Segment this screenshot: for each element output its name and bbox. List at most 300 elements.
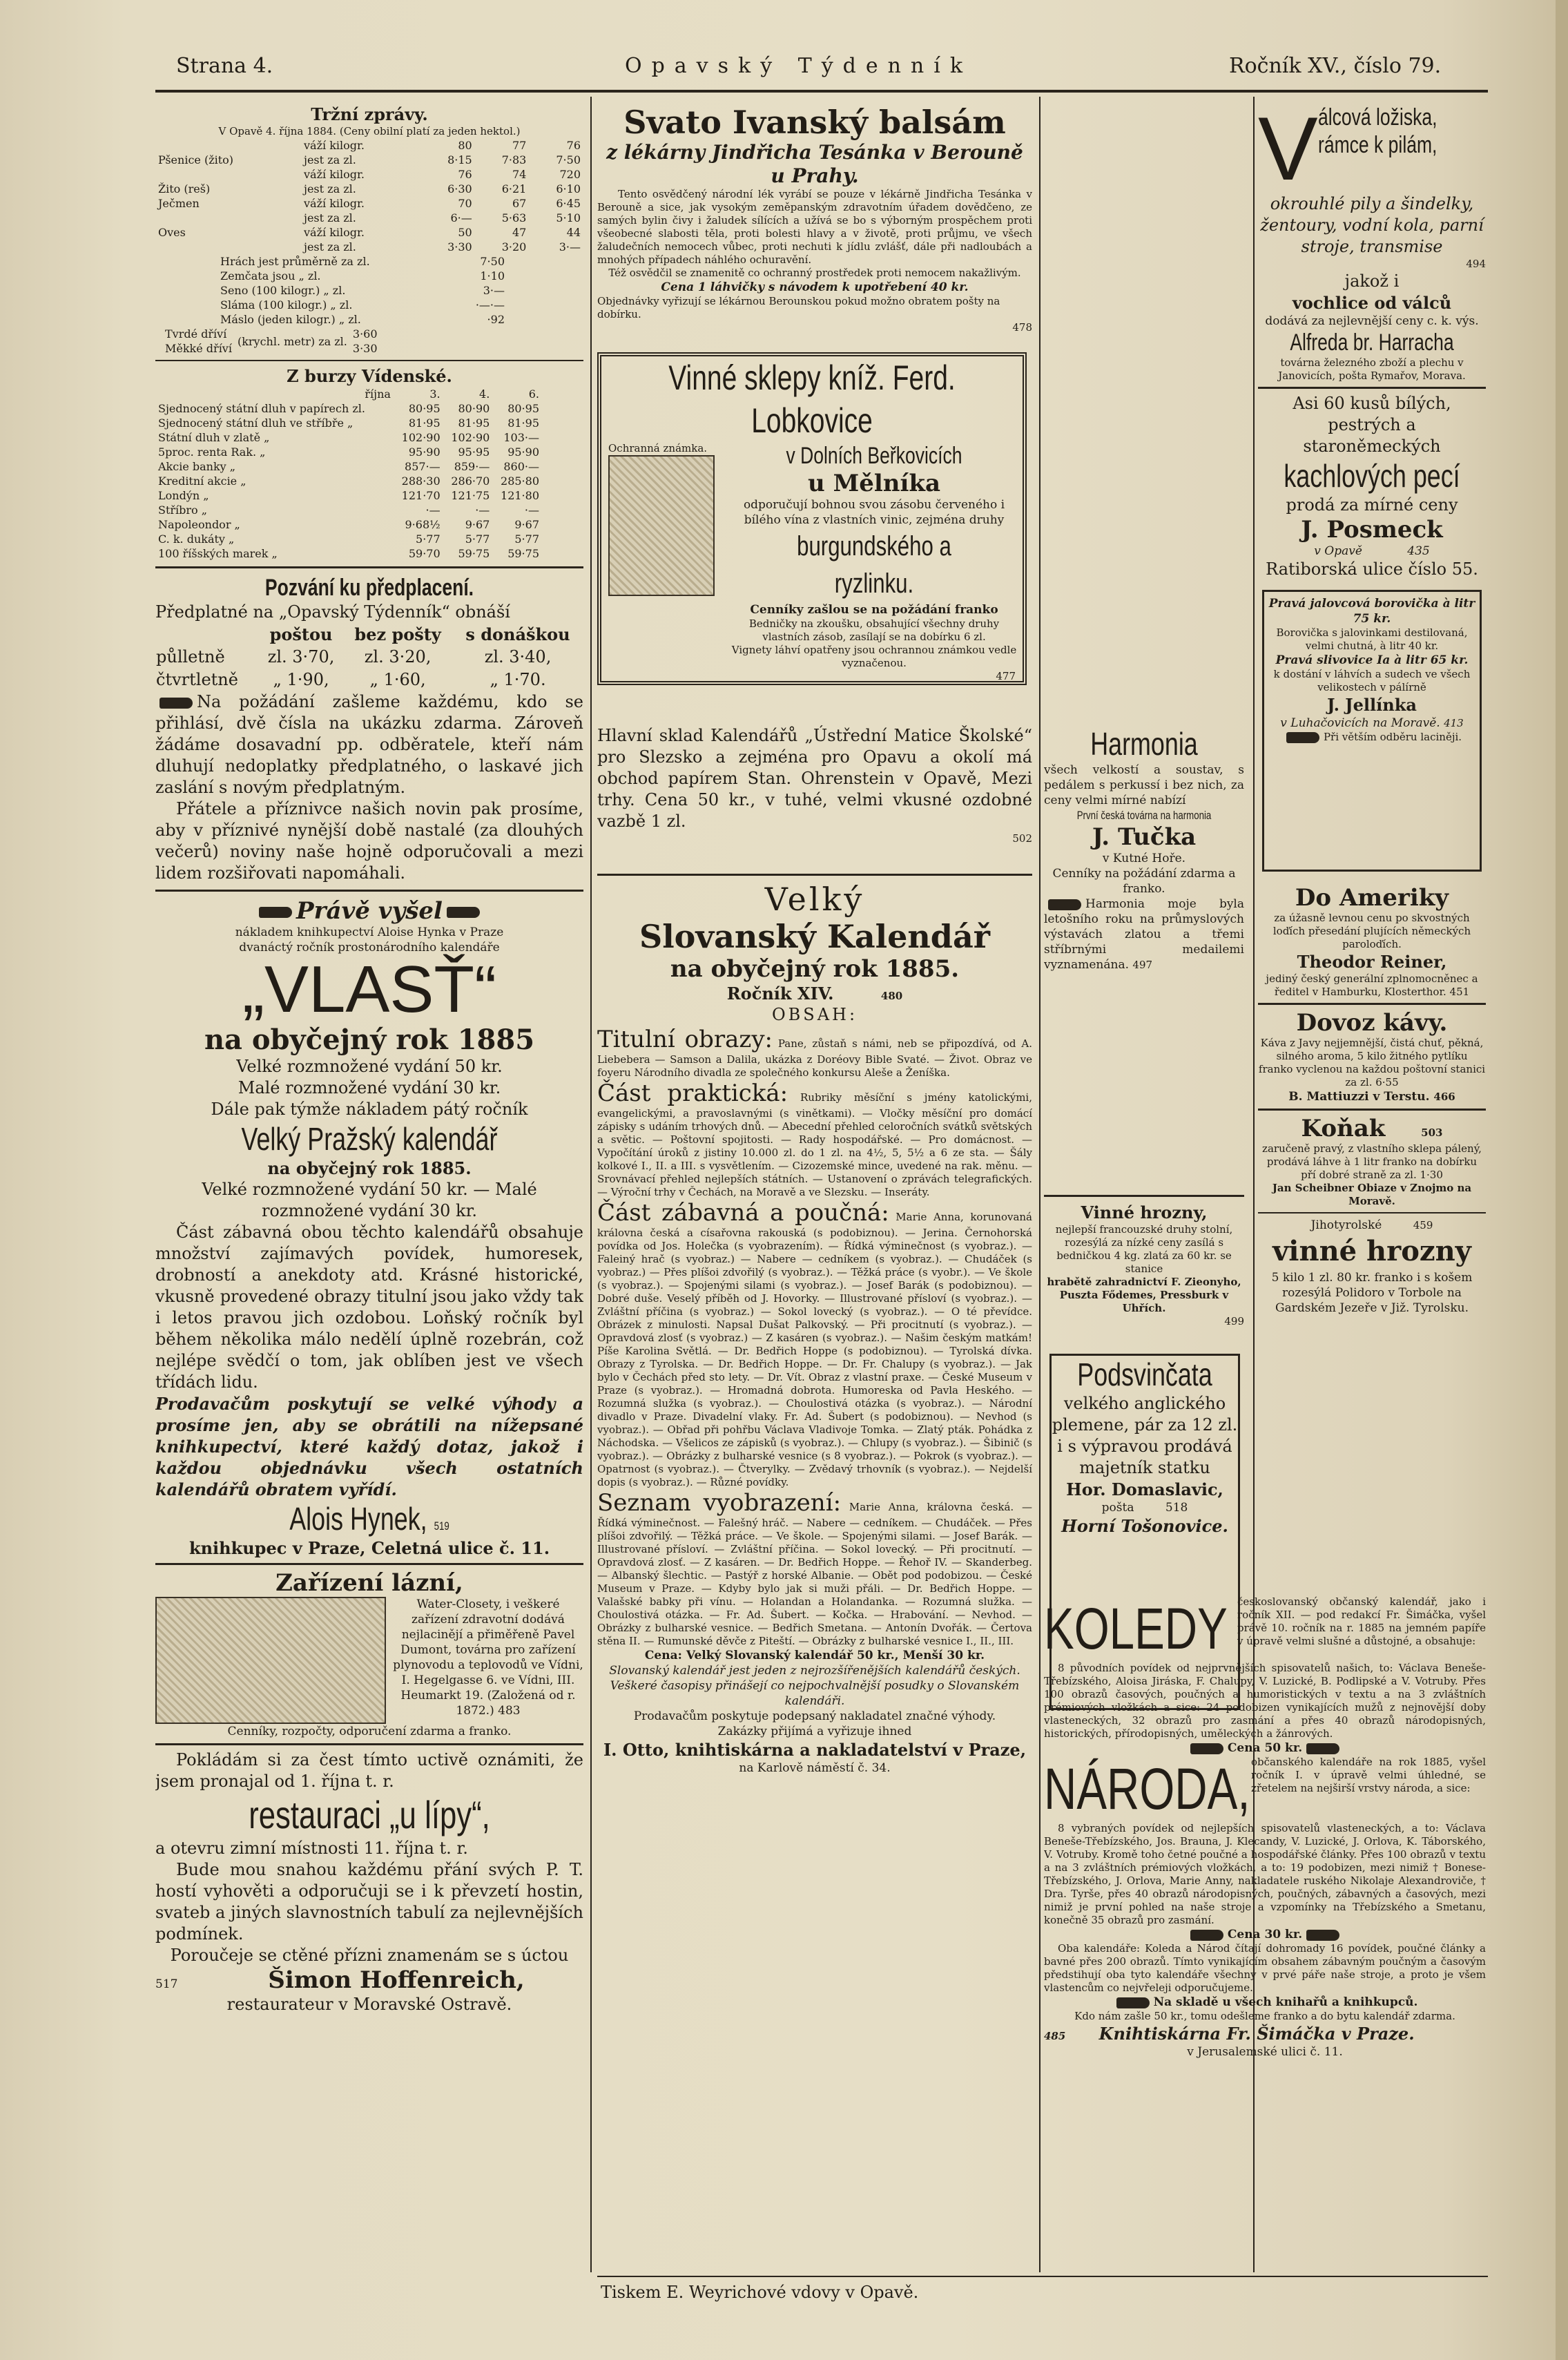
restaurant-signature: 517 Šimon Hoffenreich, [155,1966,525,1994]
market-cell: 74 [512,168,527,181]
restaurant-intro: Pokládám si za čest tímto uctivě oznámiti, že jsem pronajal od 1. října t. r. [155,1750,583,1791]
wood-soft-value: 3·30 [352,342,378,355]
bourse-row [155,445,542,459]
amerika-title: Do Ameriky [1295,884,1449,912]
vinne-hrozny-firm: hrabětě zahradnictví F. Zieonyho, Puszta Fődemes, Pressburk v Uhřích. [1047,1276,1241,1314]
slovansky-section-1: Titulní obrazy: Pane, zůstaň s námi, neb se připozdívá, od A. Liebebera — Samson a Dalila, ukázka z Doréovy Bible Svaté. — Život. Obraz ve foyeru Národního divadla ze společného konkursu Aleše a Ženíška. [597,1026,1032,1079]
bourse-title: Z burzy Vídenské. [287,366,452,386]
bourse-label: Stříbro „ [158,503,208,517]
ad-number: 413 [1444,717,1464,729]
ad-number: 478 [1012,321,1032,334]
balsam-warn: Též osvědčil se znamenitě co ochranný prostředek proti nemocem nakažlivým. [608,267,1021,279]
market-cell: 720 [559,168,581,181]
ad-number: 502 [1012,832,1032,845]
market-cell: Ječmen [158,197,200,210]
pointing-hand-icon [1286,732,1319,743]
column-2 [597,104,1032,2265]
jellinek-text: k dostání v láhvích a sudech ve všech velikostech v pálírně [1273,668,1471,693]
market-cell: váží kilogr. [304,226,365,239]
pointing-hand-icon [1116,1997,1150,2008]
bourse-row [155,430,542,445]
market-cell: 6·30 [447,182,472,195]
bourse-value: ·— [524,503,539,517]
bourse-table [155,387,542,561]
restaurant-text: Bude mou snahou každému přání svých P. T. hostí vyhověti a odporučuji se i k převzetí hostin, svateb a jiných slavnostních tabulí za nejlevnějších podmínek. [155,1860,583,1944]
vlast-calendar: Velký Pražský kalendář [241,1121,498,1157]
slovansky-price: Cena: Velký Slovanský kalendář 50 kr., Menší 30 kr. [644,1649,985,1662]
koledy-title: KOLEDY [1044,1596,1228,1661]
market-cell: 76 [566,139,581,152]
ad-number: 477 [996,670,1016,682]
slovansky-t4: Ročník XIV. 480 [726,984,903,1004]
market-row [155,153,583,167]
bearings-also-2: vochlice od válců [1292,293,1452,313]
ad-number: 518 [1165,1501,1188,1515]
divider [597,874,1032,876]
podsvincata-title: Podsvinčata [1077,1356,1212,1392]
balsam-text: Tento osvědčený národní lék vyrábí se pouze v lékárně Jindřicha Tesánka v Berouně a sice, jak vysokým zeměpanským zdravotním úřadem dovědčeno, ze samých bylin čivy i žaludek sílících a užívá se bo s výborným prospěchem proti všeobecné slabosti těla, proti bolesti hlavy a v životě, proti průjmu, ve všech žaludečních nemocech vůbec, proti nechuti k jídlu zvlášť, dále při nadloubách a mnohých případech náhlého ochuravění. [597,188,1032,266]
ad-number: 459 [1413,1219,1433,1231]
kamna-title: kachlových pecí [1284,458,1460,494]
harmonia-title: Harmonia [1090,726,1198,762]
bourse-label: 100 říšských marek „ [158,547,278,560]
market-cell: 47 [512,226,527,239]
pointing-hand-icon [1306,1930,1339,1941]
lobkovic-place: v Dolních Beřkovicích [786,443,962,469]
market-cell: váží kilogr. [304,168,365,181]
baths-text: Water-Closety, i veškeré zařízení zdravotní dodává nejlacinějí a přiměřeně Pavel Dumont, továrna pro zařízení plynovodu a teplovodů ve Vídni, I. Hegelgasse 6. ve Vídni, III. Heumarkt 19. (Založená od r. 1872.) 483 [393,1598,583,1718]
bourse-label: Sjednocený státní dluh v papírech zl. [158,402,365,415]
market-extra-row [217,283,507,298]
market-extra-row [217,254,507,269]
bourse-value: 860·— [503,460,539,473]
bearings-firm: Alfreda br. Harracha [1290,329,1454,356]
vlast-ad [155,897,583,1222]
jellinek-name: J. Jellínka [1327,695,1417,715]
kava-firm: B. Mattiuzzi v Terstu. 466 [1288,1090,1455,1104]
vlast-subtitle: na obyčejný rok 1885 [204,1024,535,1056]
pointing-hand-icon [259,907,292,918]
bourse-label: Londýn „ [158,489,209,502]
vlast-title: „VLASŤ“ [242,952,497,1026]
sub-col-head: s donáškou [465,624,570,644]
sub-col-head: poštou [269,624,333,644]
market-extra-row [217,298,507,312]
konak-text: zaručeně pravý, z vlastního sklepa pálený, prodává láhve à 1 litr franko na dobírku pří dobré straně za zl. 1·30 [1262,1142,1482,1181]
divider [155,1743,583,1745]
slovansky-ad [597,881,1032,1776]
market-extra-row [217,312,507,327]
footer-rule [597,2276,1488,2277]
jellinek-t3: Pravá slivovice Ia à litr 65 kr. [1275,653,1469,667]
slovansky-section-4: Seznam vyobrazení: Marie Anna, královna česká. — Řídká výminečnost. — Falešný hráč. — Nabere — cedníkem. — Chudáček. — Přes plíšoi zdvořilý. — Těžká práce. — Ve škole. — Spojenými silami. — Josef Barák. — Illustrované přísloví. — Zvláštní příčina. — Sokol lovecký. — Při procitnutí. — Opravdová zlosť. — Z kasáren. — Dr. Bedřich Hoppe. — Řehoř IV. — Skanderbeg. — Albanský šlechtic. — Pastýř z horské Albanie. — Obět pod podobizou. — České Museum v Praze. — Kdyby bylo jak si muži přáli. — Dr. Bedřich Hoppe. — Valašské babky při vínu. — Holandan a Holandanka. — Rozumná služka. — Choulostivá otázka. — Fr. Ad. Šubert. — Kočka. — Hrabování. — Nevhod. — Obrázky z bulharské vesnice. — Bedřich Smetana. — Antonín Dvořák. — Čertova stěna II. — Rumunské děvče z Piteští. — Obrázky z bulharské vesnice I., II., III. [597,1489,1032,1647]
market-cell: 1·10 [480,269,505,282]
sub-price: zl. 3·40, [484,647,552,666]
kava-title: Dovoz kávy. [1296,1009,1448,1037]
bourse-label: Státní dluh v zlatě „ [158,431,270,444]
bourse-value: 81·95 [408,416,441,430]
vlast-firm-address: knihkupec v Praze, Celetná ulice č. 11. [188,1538,550,1558]
market-row [155,211,583,225]
ad-number: 503 [1421,1126,1443,1139]
vinne-hrozny-title: Vinné hrozny, [1081,1202,1208,1222]
koledy-body: 8 původních povídek od nejprvnějších spisovatelů našich, to: Václava Beneše-Třebízského, Aloisa Jiráska, F. Chalupy, V. Luzické, B. Podlipské a V. Votruby. Přes 100 obrazů časových, poučných a humoristických v textu a na 3 zvláštních prémiových vložkách a sice: 24 podobizen vynikajících mužů z nejnovější doby vlasteneckých, 32 obrazů pro zasmání a přes 40 obrazů národopisných, historických, přírodopisných, uměleckých a žánrových. [1044,1662,1486,1740]
ad-number: 435 [1407,544,1430,558]
harmonia-ad [1044,725,1244,972]
kava-text: Káva z Javy nejjemnější, čistá chuť, pěkná, silného aroma, 5 kilo žitného pytlíku franko vyclenou na každou poštovní stanici za zl. 6·55 [1258,1037,1486,1088]
market-row [155,182,583,196]
balsam-title: Svato Ivanský balsám [623,104,1006,141]
market-cell: 3·— [483,284,505,297]
market-cell: 8·15 [447,153,472,166]
market-table [155,138,583,254]
balsam-order: Objednávky vyřizují se lékárnou Berounskou pokud možno obratem pošty na dobírku. [597,295,1000,320]
bourse-value: 5·77 [514,533,539,546]
bourse-row [155,532,542,546]
vlast-firm: Alois Hynek, 519 [289,1501,449,1537]
market-cell: 67 [512,197,527,210]
slovansky-p1: Slovanský kalendář jest jeden z nejrozšířenějších kalendářů českých. Veškeré časopisy přinášejí co nejpochvalnější posudky o Slovanském kalendáři. [609,1664,1020,1708]
page-number: Strana 4. [176,54,273,78]
podsvincata-text: velkého anglického plemene, pár za 12 zl. i s výpravou prodává majetník statku [1052,1394,1238,1477]
market-cell: Sláma (100 kilogr.) „ zl. [220,298,353,311]
wood-note: (krychl. metr) za zl. [237,334,347,348]
market-cell: jest za zl. [304,153,356,166]
balsam-price: Cena 1 láhvičky s návodem k upotřebení 40 kr. [661,280,969,294]
vlast-calendar-sub: na obyčejný rok 1885. [267,1158,472,1178]
market-cell: 3·20 [501,240,527,253]
market-cell: 7·83 [501,153,527,166]
market-cell: 6·21 [501,182,527,195]
market-cell: 77 [512,139,527,152]
konak-firm: Jan Scheibner Obiaze v Znojmo na Moravě. [1272,1182,1472,1207]
bourse-date: 3. [429,387,441,401]
market-row [155,167,583,182]
bourse-value: 5·77 [465,533,490,546]
column-1 [155,104,583,2300]
podsvincata-name: Hor. Domaslavic, [1066,1479,1223,1499]
bourse-value: 59·75 [458,547,490,560]
bourse-label: 5proc. renta Rak. „ [158,445,266,459]
subscription-text-2: Přátele a příznivce našich novin pak prosíme, aby v příznivé nynější době nastalé (za dlouhých večerů) noviny naše hojně odporučovali a mezi lidem rozšiřovati napomáhali. [155,799,583,883]
naroda-body: 8 vybraných povídek od nejlepších spisovatelů vlasteneckých, a to: Václava Beneše-Třebízského, Jos. Brauna, J. Klecandy, V. Luzické, J. Orlova, K. Táborského, V. Votruby. Kromě toho četné poučné a hospodářské články. Přes 100 obrazů v textu a na 3 zvláštních prémiových vložkách, a to: 19 podobizen, mezi nimiž † Bonese-Třebízského, J. Orlova, Marie Anny, nakladatele ruského Nikolaje Alexandroviče, † Dra. Tyrše, přes 40 obrazů národopisných, poučných, zábavných a časových, mezi nimiž je první pohled na naše stroje a vzpomínky na Třebízského a Smetanu, konečně 35 obrazů pro zasmání. [1044,1822,1486,1926]
divider [1258,1109,1486,1111]
kamna-name: J. Posmeck [1301,516,1443,544]
calendar-store-ad [597,725,1032,845]
header-rule [155,90,1488,93]
market-cell [155,138,301,153]
koledy-price: Cena 50 kr. [1044,1740,1486,1756]
lobkovic-kinds: burgundského a ryzlinku. [797,531,951,599]
baths-footer: Cenníky, rozpočty, odporučení zdarma a franko. [227,1725,512,1738]
wood-table [162,327,380,356]
vlast-also: Dále pak týmže nákladem pátý ročník [211,1100,528,1119]
naroda-title: NÁRODA, [1044,1756,1250,1821]
lobkovic-title: Vinné sklepy kníž. Ferd. Lobkovice [668,358,956,440]
lobkovic-ad [597,352,1027,685]
market-cell: jest za zl. [304,240,356,253]
sub-price: „ 1·70. [490,670,546,689]
bourse-label: C. k. dukáty „ [158,533,235,546]
vlast-publisher: nákladem knihkupectví Aloise Hynka v Praze [235,925,504,939]
market-cell: váží kilogr. [304,197,365,210]
slovansky-contents: OBSAH: [771,1005,858,1024]
market-cell: 7·50 [480,255,505,268]
sub-price: zl. 3·20, [364,647,432,666]
pointing-hand-icon [159,698,193,709]
ad-number: 483 [498,1704,521,1718]
subscription-title: Pozvání ku předplacení. [264,575,474,601]
jellinek-ad [1262,590,1482,872]
ad-number: 497 [1132,959,1153,971]
market-row [155,240,583,254]
market-extra-table [217,254,507,327]
market-cell: 6·— [450,211,472,224]
bourse-value: 59·70 [408,547,441,560]
subscription-intro: Předplatné na „Opavský Týdenník“ obnáší [155,602,510,622]
bourse-value: 9·68½ [405,518,441,531]
naroda-p3: Kdo nám zašle 50 kr., tomu odešleme franko a do bytu kalendář zdarma. [1074,2010,1455,2022]
divider [1044,1195,1244,1197]
amerika-text-2: jediný český generální zplnomocněnec a ředitel v Hamburku, Klosterthor. 451 [1266,972,1478,998]
amerika-text: za úžasně levnou cenu po skvostných loďích přesedání plujících německých paroloďích. [1272,912,1471,950]
market-cell: 50 [458,226,472,239]
restaurant-regards: Poroučeje se ctěné přízni znamenám se s úctou [170,1946,569,1965]
bearings-title-2: rámce k pilám, [1317,132,1438,158]
bourse-value: 121·75 [451,489,490,502]
naroda-p2: Na skladě u všech knihařů a knihkupců. [1044,1995,1486,2010]
bourse-value: 288·30 [401,474,441,488]
baths-title: Zařízení lázní, [275,1569,463,1597]
ad-number: 485 [1044,2030,1066,2042]
podsvincata-post: pošta 518 [1101,1501,1188,1515]
pointing-hand-icon [1048,899,1081,910]
market-cell: Máslo (jeden kilogr.) „ zl. [220,313,361,326]
bearings-also: jakož i [1344,271,1400,291]
kamna-address: Ratiborská ulice číslo 55. [1266,559,1478,579]
printer-imprint: Tiskem E. Weyrichové vdovy v Opavě. [601,2283,919,2302]
sub-row-label: půlletně [156,647,225,666]
bathroom-illustration [155,1597,386,1724]
market-cell: jest za zl. [304,182,356,195]
market-cell: 3·30 [447,240,472,253]
bourse-row [155,401,542,416]
bourse-row [155,488,542,503]
market-extra-row [217,269,507,283]
harmonia-firm: J. Tučka [1092,823,1197,851]
divider [155,1563,583,1565]
market-cell: 5·63 [501,211,527,224]
vinne-hrozny-ad [1044,1202,1244,1328]
naroda-p1: Oba kalendáře: Koleda a Národ čítají dohromady 16 povídek, poučné články a bavné přes 200 obrazů. Tímto vynikajícím obsahem zábavným poučným a časovým předstihují oba tyto kalendáře všechny v prvé páře naše stroje, a proto je všem vlastencům co nejvřeleji odporučujeme. [1044,1942,1486,1994]
market-cell: 44 [566,226,581,239]
jellinek-t1: Pravá jalovcová borovička à litr 75 kr. [1268,597,1475,626]
slovansky-t2: Slovanský Kalendář [639,918,991,955]
ad-number: 494 [1466,258,1486,270]
hrozny-text: 5 kilo 1 zl. 80 kr. franko i s košem rozesýlá Polidoro v Torbole na Gardském Jezeře v Již. Tyrolsku. [1271,1271,1473,1315]
kamna-place: v Opavě 435 [1314,544,1430,558]
kamna-text: Asi 60 kusů bílých, pestrých a staroněmeckých [1293,394,1451,456]
bourse-label: Napoleondor „ [158,518,240,531]
restaurant-role: restaurateur v Moravské Ostravě. [226,1995,512,2014]
market-title: Tržní zprávy. [311,104,428,124]
podsvincata-place: Horní Tošonovice. [1061,1516,1228,1536]
ad-number: 519 [434,1519,449,1533]
bourse-dates-label: října [365,387,391,401]
market-cell: ·92 [487,313,505,326]
market-cell: 7·50 [556,153,581,166]
amerika-name: Theodor Reiner, [1297,952,1447,972]
market-cell: váží kilogr. [304,139,365,152]
subscription-text: Na požádání zašleme každému, kdo se přihlásí, dvě čísla na ukázku zdarma. Zároveň žádáme dosavadní pp. odběratele, kteří nám dluhují nedoplatky předplatného, o laskavé jich zaslání s novým předplatným. [155,692,583,797]
wood-hard-label: Tvrdé dříví [165,327,227,340]
pointing-hand-icon [447,907,480,918]
slovansky-section-2: Část praktická: Rubriky měsíční s jmény katolickými, evangelickými, a pravoslavnými (s vinětkami). — Vločky měsíční pro domácí zápisky s udáním trhových dnů. — Abecední přehled celoročních svátků světských a světic. — Poštovní spojitosti. — Rady hospodářské. — Pro domácnost. — Vypočítání úroků z jistiny 10.000 zl. do 1 zl. na 4½, 5, 5½ a 6 ze sta. — Šály kolkové I., II. a III. s vysvětlením. — Cizozemské mince, uvedené na rak. měnu. — Srovnávací přehled nejlepších státních. — Ustanovení o zprávách telegrafických. — Výroční trhy v Čechách, na Moravě a ve Slezsku. — Inseráty. [597,1080,1032,1198]
bourse-value: 80·95 [507,402,539,415]
vlast-price: Velké rozmnožené vydání 50 kr. [236,1057,503,1076]
market-cell: Seno (100 kilogr.) „ zl. [220,284,346,297]
bourse-value: 102·90 [401,431,441,444]
bourse-label: Akcie banky „ [158,460,236,473]
issue-number: Ročník XV., číslo 79. [1229,54,1442,78]
vlast-note: Prodavačům poskytují se velké výhody a prosíme jen, aby se obrátili na nížepsané knihkupectví, které každý dotaz, jakož i každou objednávku všech ostatních kalendářů obratem vyřídí. [155,1394,583,1499]
ad-number: 480 [880,990,903,1002]
bourse-label: Sjednocený státní dluh ve stříbře „ [158,416,354,430]
kamna-text-2: prodá za mírné ceny [1286,495,1458,515]
ad-number: 451 [1449,986,1470,998]
vlast-head: Právě vyšel [296,897,443,925]
bearings-text: dodává za nejlevnější ceny c. k. výs. [1265,314,1479,328]
market-cell: 70 [458,197,472,210]
bearings-title: álcová ložiska, [1317,104,1438,131]
slovansky-t3: na obyčejný rok 1885. [670,955,960,983]
bourse-value: 95·90 [507,445,539,459]
slovansky-p3: Zakázky přijímá a vyřizuje ihned [717,1725,912,1738]
market-cell: Pšenice (žito) [158,153,234,166]
market-cell: jest za zl. [304,211,356,224]
lobkovic-place-2: u Mělníka [808,470,940,497]
divider [155,360,583,361]
sub-row-label: čtvrtletně [156,670,238,689]
column-divider [1039,97,1041,2272]
bourse-value: ·— [425,503,441,517]
subscription-table [155,623,583,691]
vlast-calendar-price: Velké rozmnožené vydání 50 kr. — Malé rozmnožené vydání 30 kr. [202,1180,537,1220]
divider [1258,387,1486,389]
slovansky-firm-address: na Karlově náměstí č. 34. [739,1761,891,1775]
ad-number: 499 [1224,1315,1244,1327]
bourse-value: 286·70 [451,474,490,488]
market-cell: 76 [458,168,472,181]
bourse-value: 9·67 [514,518,539,531]
bourse-date: 6. [528,387,539,401]
konak-title: Koňak 503 [1301,1115,1443,1142]
koledy-lead: českoslovanský občanský kalendář, jako i ročník XII. — pod redakcí Fr. Šimáčka, vyšel právě 10. ročník na r. 1885 na jemném papíře v úpravě velmi slušné a důstojné, a obsahuje: [1237,1595,1486,1647]
page-edge [1556,0,1568,2360]
bourse-row [155,503,542,517]
wood-soft-label: Měkké dříví [165,342,232,355]
bourse-value: 5·77 [416,533,441,546]
market-subtitle: V Opavě 4. října 1884. (Ceny obilní platí za jeden hektol.) [218,125,521,137]
bourse-value: 285·80 [501,474,539,488]
bourse-value: 80·95 [408,402,441,415]
divider [155,566,583,568]
bourse-row [155,546,542,561]
pointing-hand-icon [1190,1930,1223,1941]
market-cell [155,240,301,254]
market-row [155,225,583,240]
bourse-value: 81·95 [458,416,490,430]
sub-price: zl. 3·70, [267,647,335,666]
harmonia-place: v Kutné Hoře. [1102,852,1186,865]
naroda-price: Cena 30 kr. [1044,1927,1486,1942]
bourse-value: 102·90 [451,431,490,444]
slovansky-firm: I. Otto, knihtiskárna a nakladatelství v Praze, [603,1740,1027,1760]
bourse-value: 103·— [503,431,539,444]
naroda-firm: 485 Knihtiskárna Fr. Šimáčka v Praze. [1044,2024,1415,2044]
bourse-value: 80·90 [458,402,490,415]
naroda-lead: občanského kalendáře na rok 1885, vyšel ročník I. v úpravě velmi úhledné, se zřetelem na nejširší vrstvy národa, a sice: [1251,1756,1486,1794]
market-cell: Zemčata jsou „ zl. [220,269,321,282]
lobkovic-note: Cenníky zašlou se na požádání franko [750,603,998,617]
hrozny-title: vinné hrozny [1272,1235,1471,1267]
bourse-value: 81·95 [507,416,539,430]
column-4 [1258,104,1486,1595]
bearings-items: okrouhlé pily a šindelky, žentoury, vodní kola, parní stroje, transmise [1260,194,1484,256]
restaurant-title: restauraci „u lípy“, [249,1793,490,1836]
vlast-edition: dvanáctý ročník prostonárodního kalendáře [239,941,500,954]
market-row [155,138,583,153]
trademark-label: Ochranná známka. [608,442,708,454]
market-cell [155,211,301,225]
hrozny-lead: Jihotyrolské 459 [1310,1218,1433,1232]
newspaper-title: Opavský Týdenník [625,54,973,78]
jellinek-t2: Borovička s jalovinkami destilovaná, velmi chutná, à litr 40 kr. [1276,626,1468,652]
bourse-value: 59·75 [507,547,539,560]
slovansky-t1: Velký [764,881,865,918]
bearings-firm-2: továrna železného zboží a plechu v Janovicích, pošta Rymařov, Morava. [1278,356,1466,382]
lobkovic-text: Bedničky na zkoušku, obsahující všechny druhy vlastních zásob, zasílají se na dobírku 6 zl. [748,617,1000,643]
jellinek-place: v Luhačovicích na Moravě. 413 [1280,716,1464,730]
naroda-firm-address: v Jerusalemské ulici č. 11. [1187,2045,1343,2059]
jellinek-note: Při větším odběru laciněji. [1268,731,1475,744]
bourse-row [155,474,542,488]
market-cell: 5·10 [556,211,581,224]
market-cell: Žito (reš) [158,182,211,195]
market-cell: 6·10 [556,182,581,195]
market-cell: 3·— [559,240,581,253]
bourse-value: 9·67 [465,518,490,531]
column-divider [590,97,592,2272]
calendars-ad [1044,1595,1486,2258]
slovansky-p2: Prodavačům poskytuje podepsaný nakladatel značné výhody. [633,1709,996,1723]
market-row [155,196,583,211]
bourse-row [155,459,542,474]
bourse-value: 121·80 [501,489,539,502]
market-cell: Hrách jest průměrně za zl. [220,255,370,268]
slovansky-section-3: Část zábavná a poučná: Marie Anna, korunovaná královna česká a císařovna rakouská (s podobiznou). — Jerina. Černohorská povídka od Jos. Holečka (s vyobrazením). — Řídká výminečnost (s vyobraz.). — Faleiný hrač (s vyobraz.) — Nabere — cedníkem (s vyobraz.). — Chudáček (s vyobraz.) — Přes plíšoi zdvořilý (s vyobraz.). — Těžká práce (s vyobr.). — Ve škole (s vyobraz.). — Spojenými silami (s vyobraz.). — Josef Barák (s podobiznou). — Dobré duše. Veselý příběh od J. Hovorky. — Illustrované přísloví (s vyobraz.). — Zvláštní příčina (s vyobraz.) — Sokol lovecký (s vyobraz.). — O té převídce. Obrázek z minulosti. Napsal Dušat Palkovský. — Při procitnutí (s vyobraz.). — Opravdová zlosť (s vyobraz.) — Z kasáren (s vyobraz.). — Našim českým matkám! Píše Karolina Světlá. — Dr. Bedřich Hoppe (s podobiznou). — Tyrolská dívka. Obrazy z Tyrolska. — Dr. Bedřich Hoppe. — Dr. Fr. Chalupy (s vyobraz.). — Jak bylo v Čechách před sto lety. — Dr. Vít. Obraz z vlastní praxe. — České Museum v Praze (s vyobraz.). — Hromadná dobrota. Humoreska od Pavla Heského. — Rozumná služka (s vyobraz.). — Choulostivá otázka (s vyobraz.). — Národní divadlo v Praze. Divadelní vlaky. Fr. Ad. Šubert (s podobiznou). — Nevhod (s vyobraz.). — Obřad při pohřbu Václava Vladivoje Tomka. — Zlatý pták. Pohádka z Náchodska. — Všelicos ze zápisků (s vyobraz.). — Chlupy (s vyobraz.). — Šibinič (s vyobraz.). — Obrázky z bulharské vesnice (s 8 vyobraz.). — Pokrok (s vyobraz.). — Opatrnost (s vyobraz.). — Čtverylky. — Zvědavý trhovník (s vyobraz.). — Nejdelší dopis (s vyobraz.). — Různé povídky. [597,1199,1032,1488]
calendar-store-text: Hlavní sklad Kalendářů „Ústřední Matice Školské“ pro Slezsko a zejména pro Opavu a okolí má obchod papírem Stan. Ohrenstein v Opavě, Mezi trhy. Cena 50 kr., v tuhé, velmi vkusné ozdobné vazbě 1 zl. [597,726,1032,831]
vlast-body: Část zábavná obou těchto kalendářů obsahuje množství zajímavých povídek, humoresek, drobností a anekdoty atd. Krásné historické, vkusně provedené obrazy titulní jsou jako vždy tak i letos pravou jich ozdobou. Loňský ročník byl během několika málo nedělí úplně rozebrán, což nejlépe svědčí o tom, jak oblíben jest ve všech třídách lidu. [155,1222,583,1392]
sub-price: „ 1·60, [369,670,426,689]
harmonia-factory: První česká továrna na harmonia [1076,809,1212,822]
ad-number: 466 [1433,1091,1455,1103]
divider [155,890,583,892]
wood-hard-value: 3·60 [352,327,378,340]
vlast-price: Malé rozmnožené vydání 30 kr. [238,1078,501,1097]
sub-price: „ 1·90, [273,670,329,689]
bourse-row [155,416,542,430]
